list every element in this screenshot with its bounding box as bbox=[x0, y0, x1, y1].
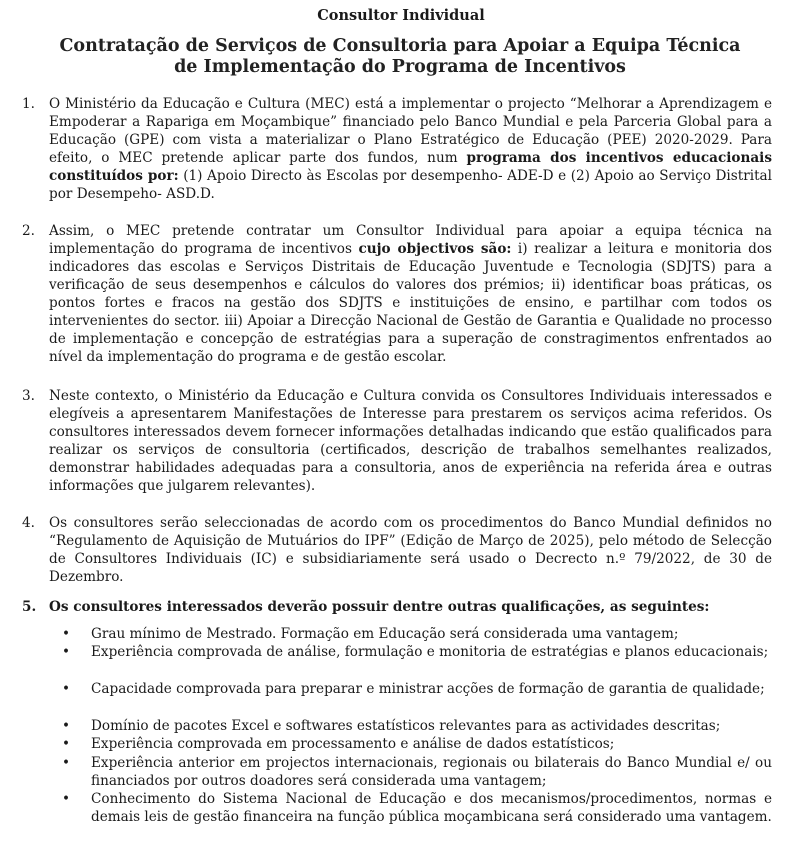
list-item: Conhecimento do Sistema Nacional de Educação e dos mecanismos/procedimentos, normas e demais leis de gestão financeira na função pública moçambicana será considerado uma vantagem. bbox=[91, 791, 772, 825]
section-2-text-a: Assim, o MEC pretende contratar um Consultor Individual para apoiar a equipa técnica na implementação do programa de incentivos bbox=[49, 223, 772, 257]
section-3-paragraph: Neste contexto, o Ministério da Educação e Cultura convida os Consultores Individuais interessados e elegíveis a apresentarem Manifestações de Interesse para prestarem os serviços acima referidos. Os consultores interessados devem fornecer informações detalhadas indicando que estão qualificados para realizar os serviços de consultoria (certificados, descrição de trabalhos semelhantes realizados, demonstrar habilidades adequadas para a consultoria, anos de experiência na referida área e outras informações que julgarem relevantes). bbox=[49, 388, 772, 494]
list-item: Domínio de pacotes Excel e softwares estatísticos relevantes para as actividades descritas; bbox=[91, 718, 721, 734]
section-4-paragraph: Os consultores serão seleccionadas de acordo com os procedimentos do Banco Mundial definidos no “Regulamento de Aquisição de Mutuários do IPF” (Edição de Março de 2025), pelo método de Selecção de Consultores Individuais (IC) e subsidiariamente será usado o Decrecto n.º 79/2022, de 30 de Dezembro. bbox=[49, 515, 772, 585]
section-number: 2. bbox=[22, 223, 35, 239]
bullet-icon: • bbox=[62, 791, 71, 807]
list-item: Experiência anterior em projectos internacionais, regionais ou bilaterais do Banco Mundial e/ ou financiados por outros doadores será considerada uma vantagem; bbox=[91, 755, 772, 789]
bullet-icon: • bbox=[62, 755, 71, 771]
section-1-text-b: (1) Apoio Directo às Escolas por desempenho- ADE-D e (2) Apoio ao Serviço Distrital por Desempeho- ASD.D. bbox=[49, 168, 772, 202]
bullet-icon: • bbox=[62, 626, 71, 642]
section-5-heading: Os consultores interessados deverão possuir dentre outras qualificações, as seguintes: bbox=[49, 599, 710, 615]
document-category: Consultor Individual bbox=[317, 7, 485, 24]
section-2-bold: cujo objectivos são: bbox=[358, 241, 512, 257]
list-item: Grau mínimo de Mestrado. Formação em Educação será considerada uma vantagem; bbox=[91, 626, 679, 642]
section-1-text-a: O Ministério da Educação e Cultura (MEC) está a implementar o projecto “Melhorar a Aprendizagem e Empoderar a Rapariga em Moçambique” financiado pelo Banco Mundial e pela Parceria Global para a Educação (GPE) com vista a materializar o Plano Estratégico de Educação (PEE) 2020-2029. Para efeito, o MEC pretende aplicar parte dos fundos, num bbox=[49, 96, 772, 166]
section-2-paragraph bbox=[49, 222, 772, 366]
title-line-2: de Implementação do Programa de Incentivos bbox=[174, 57, 626, 77]
section-number: 3. bbox=[22, 388, 35, 404]
section-number: 1. bbox=[22, 96, 35, 112]
section-1-bold: programa dos incentivos educacionais constituídos por: bbox=[49, 150, 772, 184]
section-2-text-b: i) realizar a leitura e monitoria dos indicadores das escolas e Serviços Distritais de Educação Juventude e Tecnologia (SDJTS) para a verificação de seus desempenhos e cálculos do valores dos prémios; ii) identificar boas práticas, os pontos fortes e fracos na gestão dos SDJTS e instituições de ensino, e partilhar com todos os intervenientes do sector. iii) Apoiar a Direcção Nacional de Gestão de Garantia e Qualidade no processo de implementação e concepção de estratégias para a superação de constragimentos enfrentados ao nível da implementação do programa e de gestão escolar. bbox=[49, 241, 772, 365]
section-1-paragraph bbox=[49, 95, 772, 203]
bullet-icon: • bbox=[62, 718, 71, 734]
title-line-1: Contratação de Serviços de Consultoria para Apoiar a Equipa Técnica bbox=[59, 36, 741, 56]
document-title bbox=[40, 36, 760, 78]
bullet-icon: • bbox=[62, 736, 71, 752]
list-item: Experiência comprovada em processamento e análise de dados estatísticos; bbox=[91, 736, 615, 752]
bullet-icon: • bbox=[62, 681, 71, 697]
section-number: 5. bbox=[22, 599, 37, 615]
list-item: Experiência comprovada de análise, formulação e monitoria de estratégias e planos educacionais; bbox=[91, 644, 769, 660]
bullet-icon: • bbox=[62, 644, 71, 660]
list-item: Capacidade comprovada para preparar e ministrar acções de formação de garantia de qualidade; bbox=[91, 681, 765, 697]
section-number: 4. bbox=[22, 515, 35, 531]
